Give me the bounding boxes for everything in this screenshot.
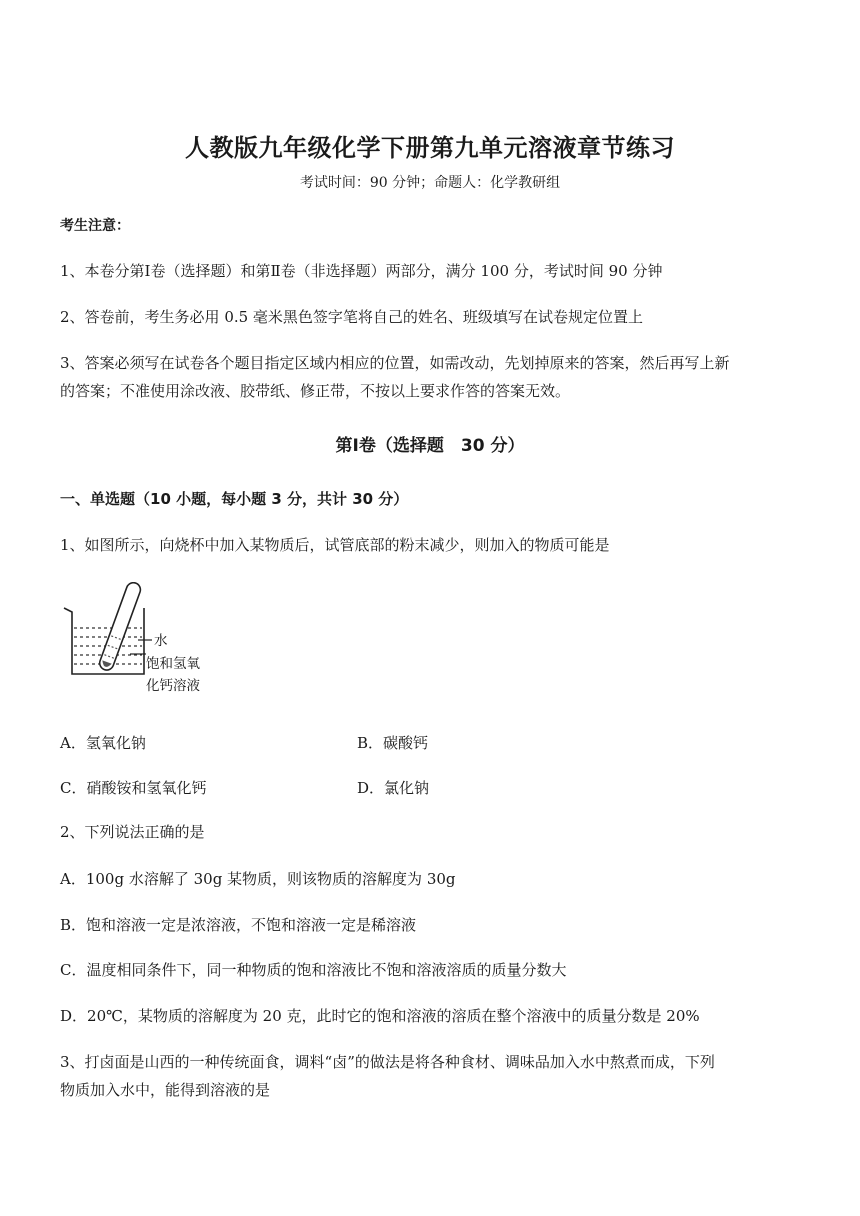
notice-item: 2、答卷前，考生务必用 0.5 毫米黑色签字笔将自己的姓名、班级填写在试卷规定位置上: [60, 308, 643, 326]
notice-heading: 考生注意：: [60, 218, 130, 234]
exam-info: 考试时间：90 分钟；命题人：化学教研组: [299, 175, 561, 191]
label-solution-line-1: 饱和氢氧: [146, 656, 200, 672]
beaker-test-tube-figure: [60, 582, 220, 702]
question-1-option-a: A．氢氧化钠: [60, 734, 146, 752]
question-1-stem: 1、如图所示，向烧杯中加入某物质后，试管底部的粉末减少，则加入的物质可能是: [60, 536, 610, 554]
question-1-option-c: C．硝酸铵和氢氧化钙: [60, 779, 207, 797]
label-solution-line-2: 化钙溶液: [146, 678, 200, 694]
part-heading: 一、单选题（10 小题，每小题 3 分，共计 30 分）: [60, 490, 409, 508]
question-2-option-d: D．20℃，某物质的溶解度为 20 克，此时它的饱和溶液的溶质在整个溶液中的质量分数是 20%: [60, 1007, 700, 1025]
question-2-option-c: C．温度相同条件下，同一种物质的饱和溶液比不饱和溶液溶质的质量分数大: [60, 961, 567, 979]
question-1-option-b: B．碳酸钙: [357, 734, 429, 752]
question-2-option-a: A．100g 水溶解了 30g 某物质，则该物质的溶解度为 30g: [60, 870, 456, 888]
notice-item-continued: 的答案；不准使用涂改液、胶带纸、修正带，不按以上要求作答的答案无效。: [60, 382, 571, 400]
question-2-stem: 2、下列说法正确的是: [60, 823, 205, 841]
notice-item: 3、答案必须写在试卷各个题目指定区域内相应的位置，如需改动，先划掉原来的答案，然后再写上新: [60, 354, 730, 372]
question-3-stem-continued: 物质加入水中，能得到溶液的是: [60, 1081, 271, 1099]
question-1-option-d: D．氯化钠: [357, 779, 430, 797]
page-title: 人教版九年级化学下册第九单元溶液章节练习: [185, 134, 675, 162]
notice-item: 1、本卷分第Ⅰ卷（选择题）和第Ⅱ卷（非选择题）两部分，满分 100 分，考试时间 90 分钟: [60, 262, 663, 280]
question-3-stem: 3、打卤面是山西的一种传统面食，调料“卤”的做法是将各种食材、调味品加入水中熬煮而成，下列: [60, 1053, 715, 1071]
section-title: 第Ⅰ卷（选择题 30 分）: [335, 436, 525, 456]
question-2-option-b: B．饱和溶液一定是浓溶液，不饱和溶液一定是稀溶液: [60, 916, 417, 934]
label-water: 水: [154, 633, 168, 649]
test-tube: [98, 582, 143, 672]
